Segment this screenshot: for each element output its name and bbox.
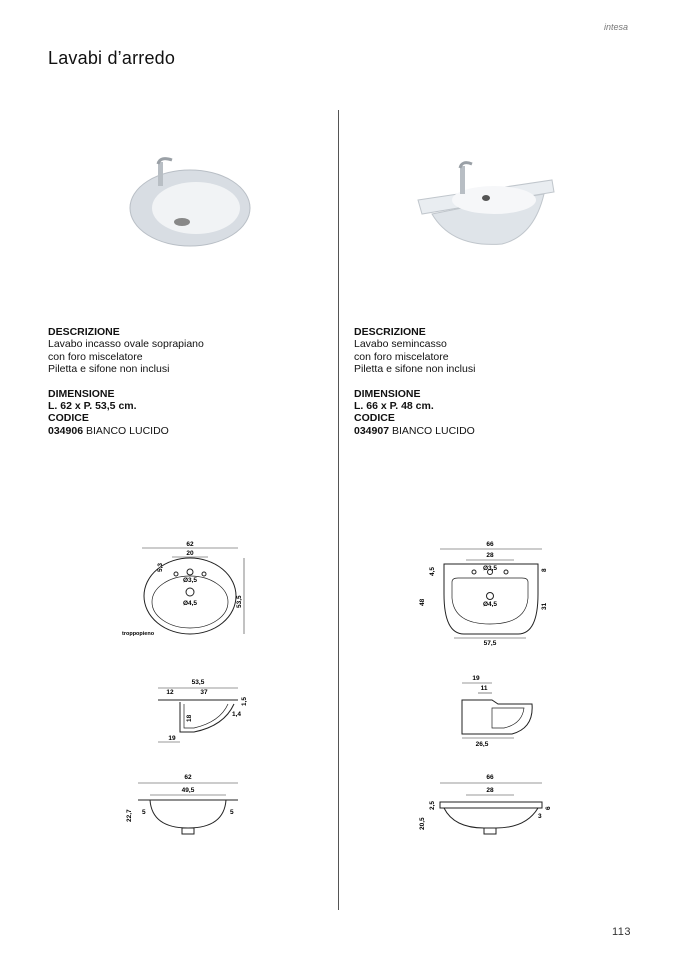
dim-heading: DIMENSIONE	[354, 387, 421, 400]
dim-label: 28	[486, 552, 494, 559]
product-1-info	[48, 326, 204, 437]
dim-label: 62	[184, 774, 192, 781]
drawing-2-front-view	[414, 770, 554, 840]
dim-label: 26,5	[475, 741, 489, 748]
code-heading: CODICE	[354, 412, 395, 425]
dim-label: 8	[541, 568, 548, 572]
desc-line: Lavabo incasso ovale soprapiano	[48, 338, 204, 351]
dim-label: 5	[230, 809, 234, 816]
desc-line: con foro miscelatore	[48, 350, 143, 363]
dim-label: 48	[419, 598, 426, 606]
dim-label: Ø3,5	[482, 565, 498, 572]
drawing-1-front-view	[122, 770, 252, 840]
drawing-2-side-view	[448, 672, 548, 752]
dim-label: 1,5	[241, 696, 248, 706]
dim-label: 1,4	[232, 711, 242, 718]
dim-label: 2,5	[429, 800, 436, 810]
oval-basin-photo	[120, 150, 270, 250]
page-title: Lavabi d’arredo	[48, 48, 176, 68]
code-heading: CODICE	[48, 412, 89, 425]
dim-label: 3	[538, 813, 542, 820]
dim-value: L. 66 x P. 48 cm.	[354, 400, 434, 413]
dim-label: Ø4,5	[482, 601, 498, 608]
desc-line: Lavabo semincasso	[354, 338, 447, 351]
dim-label: 11	[480, 685, 488, 692]
drawing-1-side-view	[150, 676, 250, 744]
desc-heading: DESCRIZIONE	[48, 326, 120, 338]
dim-label: 49,5	[181, 787, 195, 794]
dim-label: 37	[200, 689, 208, 696]
drawing-1-top-view	[120, 538, 250, 648]
dim-label: Ø3,5	[182, 577, 198, 584]
dim-heading: DIMENSIONE	[48, 387, 115, 400]
desc-line: Piletta e sifone non inclusi	[354, 363, 476, 376]
dim-label: 53,5	[191, 679, 205, 686]
dim-label: 12	[166, 689, 174, 696]
finish: BIANCO LUCIDO	[85, 424, 169, 437]
dim-label: 20,5	[419, 817, 426, 830]
dim-label: 57,5	[483, 640, 497, 647]
desc-line: Piletta e sifone non inclusi	[48, 363, 170, 376]
product-code: 034907	[354, 424, 390, 437]
overflow-label: troppopieno	[122, 631, 155, 637]
dim-label: 22,7	[126, 809, 133, 822]
dim-label: 5	[142, 809, 146, 816]
semi-recessed-basin-photo	[412, 158, 562, 258]
desc-line: con foro miscelatore	[354, 350, 449, 363]
dim-label: 6	[545, 806, 552, 810]
dim-label: 19	[472, 675, 480, 682]
dim-label: 66	[486, 541, 494, 548]
finish: BIANCO LUCIDO	[391, 424, 475, 437]
dim-label: 5,3	[157, 562, 164, 572]
product-2-info	[354, 326, 475, 437]
dim-label: 66	[486, 774, 494, 781]
dim-label: 4,5	[429, 566, 436, 576]
brand-logo: intesa	[604, 22, 629, 32]
dim-label: 62	[186, 541, 194, 548]
product-code: 034906	[48, 424, 84, 437]
dim-label: 19	[168, 735, 176, 742]
dim-label: Ø4,5	[182, 600, 198, 607]
dim-label: 53,5	[236, 595, 243, 608]
dim-label: 18	[186, 714, 193, 722]
dim-label: 20	[186, 550, 194, 557]
dim-label: 31	[541, 602, 548, 610]
drawing-2-top-view	[414, 538, 554, 650]
column-divider	[338, 110, 339, 910]
desc-heading: DESCRIZIONE	[354, 326, 426, 338]
dim-label: 28	[486, 787, 494, 794]
page-number: 113	[612, 926, 632, 938]
dim-value: L. 62 x P. 53,5 cm.	[48, 400, 137, 413]
